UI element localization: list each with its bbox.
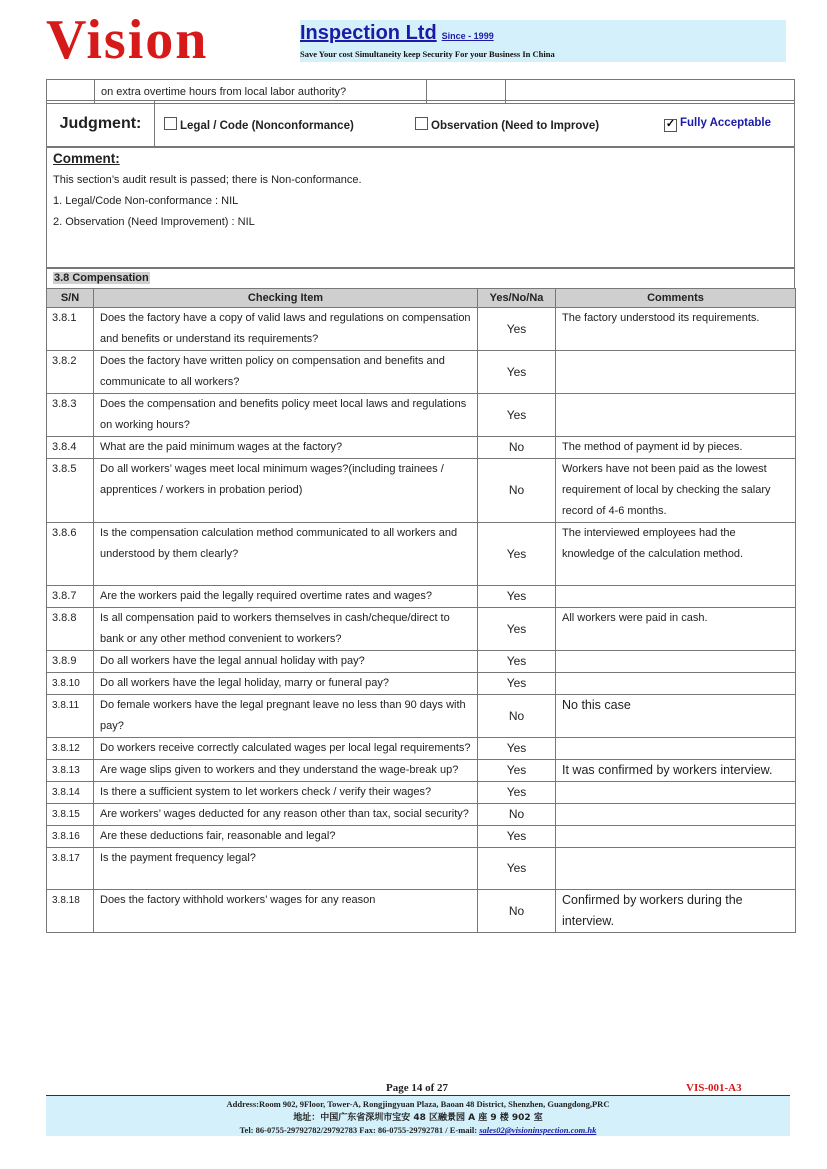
sn-cell: 3.8.18	[47, 890, 94, 933]
table-row	[47, 394, 796, 437]
comment-cell	[556, 351, 796, 394]
item-cell: Is there a sufficient system to let workers check / verify their wages?	[94, 782, 478, 804]
contact-line	[46, 1125, 790, 1135]
comment-cell	[556, 782, 796, 804]
sn-cell: 3.8.1	[47, 308, 94, 351]
sn-cell: 3.8.3	[47, 394, 94, 437]
header-sn: S/N	[47, 289, 94, 308]
yn-cell: Yes	[478, 738, 556, 760]
item-cell: Are workers’ wages deducted for any reason other than tax, social security?	[94, 804, 478, 826]
table-row	[47, 848, 796, 890]
company-name	[300, 22, 494, 45]
comment-cell: All workers were paid in cash.	[556, 608, 796, 651]
sn-cell: 3.8.8	[47, 608, 94, 651]
vision-logo: Vision	[46, 9, 209, 71]
sn-cell: 3.8.9	[47, 651, 94, 673]
table-row	[47, 826, 796, 848]
table-row	[47, 459, 796, 523]
sn-cell: 3.8.11	[47, 695, 94, 738]
option-observation[interactable]	[415, 117, 599, 132]
option-fully-acceptable[interactable]	[664, 117, 771, 132]
table-row	[47, 523, 796, 586]
sn-cell: 3.8.10	[47, 673, 94, 695]
item-cell: Does the compensation and benefits policy meet local laws and regulations on working hours?	[94, 394, 478, 437]
item-cell: Is all compensation paid to workers themselves in cash/cheque/direct to bank or any other method convenient to workers?	[94, 608, 478, 651]
item-cell: Are these deductions fair, reasonable and legal?	[94, 826, 478, 848]
item-cell: Do female workers have the legal pregnant leave no less than 90 days with pay?	[94, 695, 478, 738]
item-cell: Do all workers have the legal holiday, marry or funeral pay?	[94, 673, 478, 695]
document-code: VIS-001-A3	[686, 1082, 742, 1094]
yn-cell: Yes	[478, 308, 556, 351]
item-cell: on extra overtime hours from local labor authority?	[95, 80, 427, 104]
yn-cell: Yes	[478, 351, 556, 394]
yn-cell: Yes	[478, 523, 556, 586]
header-comments: Comments	[556, 289, 796, 308]
table-row	[47, 437, 796, 459]
section-title: 3.8 Compensation	[54, 272, 149, 284]
sn-cell: 3.8.16	[47, 826, 94, 848]
address-chinese: 地址：中国广东省深圳市宝安 48 区融景园 A 座 9 楼 902 室	[293, 1113, 543, 1123]
sn-cell: 3.8.7	[47, 586, 94, 608]
table-row	[47, 804, 796, 826]
comment-cell: No this case	[556, 695, 796, 738]
option-observation-label: Observation (Need to Improve)	[431, 120, 600, 132]
checkbox-unchecked-icon[interactable]	[164, 117, 177, 130]
table-row	[47, 738, 796, 760]
comment-cell: The method of payment id by pieces.	[556, 437, 796, 459]
section-title-row	[46, 267, 795, 289]
comment-cell: The interviewed employees had the knowledge of the calculation method.	[556, 523, 796, 586]
comment-cell	[556, 586, 796, 608]
item-cell: Do all workers’ wages meet local minimum wages?(including trainees / apprentices / workers in probation period)	[94, 459, 478, 523]
contact-text: Tel: 86-0755-29792782/29792783 Fax: 86-0755-29792781 / E-mail:	[239, 1125, 480, 1135]
sn-cell: 3.8.15	[47, 804, 94, 826]
table-row	[47, 651, 796, 673]
email-link[interactable]: sales02@visioninspection.com.hk	[479, 1125, 597, 1135]
option-legal-label: Legal / Code (Nonconformance)	[180, 120, 354, 132]
comment-cell: The factory understood its requirements.	[556, 308, 796, 351]
judgment-row	[46, 100, 795, 148]
yn-cell: Yes	[478, 782, 556, 804]
item-cell: Does the factory have a copy of valid laws and regulations on compensation and benefits or understand its requirements?	[94, 308, 478, 351]
yn-cell: Yes	[478, 586, 556, 608]
judgment-label: Judgment:	[47, 101, 155, 147]
page-header	[46, 9, 786, 71]
yn-cell: Yes	[478, 760, 556, 782]
comment-cell	[556, 738, 796, 760]
table-row	[47, 695, 796, 738]
yn-cell: Yes	[478, 651, 556, 673]
yn-cell: Yes	[478, 848, 556, 890]
sn-cell: 3.8.5	[47, 459, 94, 523]
header-checking-item: Checking Item	[94, 289, 478, 308]
comment-cell	[556, 394, 796, 437]
item-cell: Do all workers have the legal annual holiday with pay?	[94, 651, 478, 673]
comment-line: This section’s audit result is passed; there is Non-conformance.	[53, 174, 362, 186]
company-title: Inspection Ltd	[300, 22, 437, 44]
page-number: Page 14 of 27	[386, 1082, 449, 1094]
yn-cell: Yes	[478, 826, 556, 848]
yn-cell: No	[478, 890, 556, 933]
comment-cell	[556, 804, 796, 826]
table-header-row	[47, 289, 796, 308]
item-cell: Are wage slips given to workers and they understand the wage-break up?	[94, 760, 478, 782]
comment-cell	[556, 651, 796, 673]
option-fully-acceptable-label: Fully Acceptable	[680, 117, 771, 129]
sn-cell: 3.8.2	[47, 351, 94, 394]
header-yes-no-na: Yes/No/Na	[478, 289, 556, 308]
comment-box	[46, 146, 795, 269]
table-row	[47, 586, 796, 608]
item-cell: Does the factory withhold workers’ wages for any reason	[94, 890, 478, 933]
comment-heading: Comment:	[53, 151, 120, 166]
comment-cell	[556, 826, 796, 848]
sn-cell: 3.8.17	[47, 848, 94, 890]
table-row	[47, 308, 796, 351]
comment-line: 1. Legal/Code Non-conformance : NIL	[53, 195, 239, 207]
yn-cell: Yes	[478, 394, 556, 437]
sn-cell: 3.8.4	[47, 437, 94, 459]
comment-cell	[556, 673, 796, 695]
yn-cell: Yes	[478, 608, 556, 651]
item-cell: What are the paid minimum wages at the factory?	[94, 437, 478, 459]
checkbox-unchecked-icon[interactable]	[415, 117, 428, 130]
table-row	[47, 351, 796, 394]
sn-cell: 3.8.13	[47, 760, 94, 782]
address-english: Address:Room 902, 9Floor, Tower-A, Rongjingyuan Plaza, Baoan 48 District, Shenzhen, Guangdong,PRC	[226, 1099, 610, 1109]
table-row	[47, 608, 796, 651]
comment-cell: Workers have not been paid as the lowest requirement of local by checking the salary record of 4-6 months.	[556, 459, 796, 523]
table-row	[47, 782, 796, 804]
option-legal[interactable]	[164, 117, 354, 132]
sn-cell: 3.8.6	[47, 523, 94, 586]
company-slogan: Save Your cost Simultaneity keep Security For your Business In China	[300, 49, 555, 59]
item-cell: Are the workers paid the legally required overtime rates and wages?	[94, 586, 478, 608]
since-label: Since - 1999	[441, 31, 494, 41]
table-row	[47, 673, 796, 695]
item-cell: Does the factory have written policy on compensation and benefits and communicate to all workers?	[94, 351, 478, 394]
comment-line: 2. Observation (Need Improvement) : NIL	[53, 216, 255, 228]
item-cell: Do workers receive correctly calculated wages per local legal requirements?	[94, 738, 478, 760]
item-cell: Is the compensation calculation method communicated to all workers and understood by them clearly?	[94, 523, 478, 586]
yn-cell: No	[478, 437, 556, 459]
yn-cell: Yes	[478, 673, 556, 695]
comment-cell	[556, 848, 796, 890]
yn-cell: No	[478, 459, 556, 523]
yn-cell: No	[478, 695, 556, 738]
item-cell: Is the payment frequency legal?	[94, 848, 478, 890]
comment-cell: Confirmed by workers during the interview.	[556, 890, 796, 933]
table-row	[47, 760, 796, 782]
table-row	[47, 890, 796, 933]
checkbox-checked-icon[interactable]: ✓	[665, 118, 676, 130]
yn-cell: No	[478, 804, 556, 826]
sn-cell: 3.8.12	[47, 738, 94, 760]
compensation-table	[46, 288, 796, 933]
comment-cell: It was confirmed by workers interview.	[556, 760, 796, 782]
sn-cell: 3.8.14	[47, 782, 94, 804]
